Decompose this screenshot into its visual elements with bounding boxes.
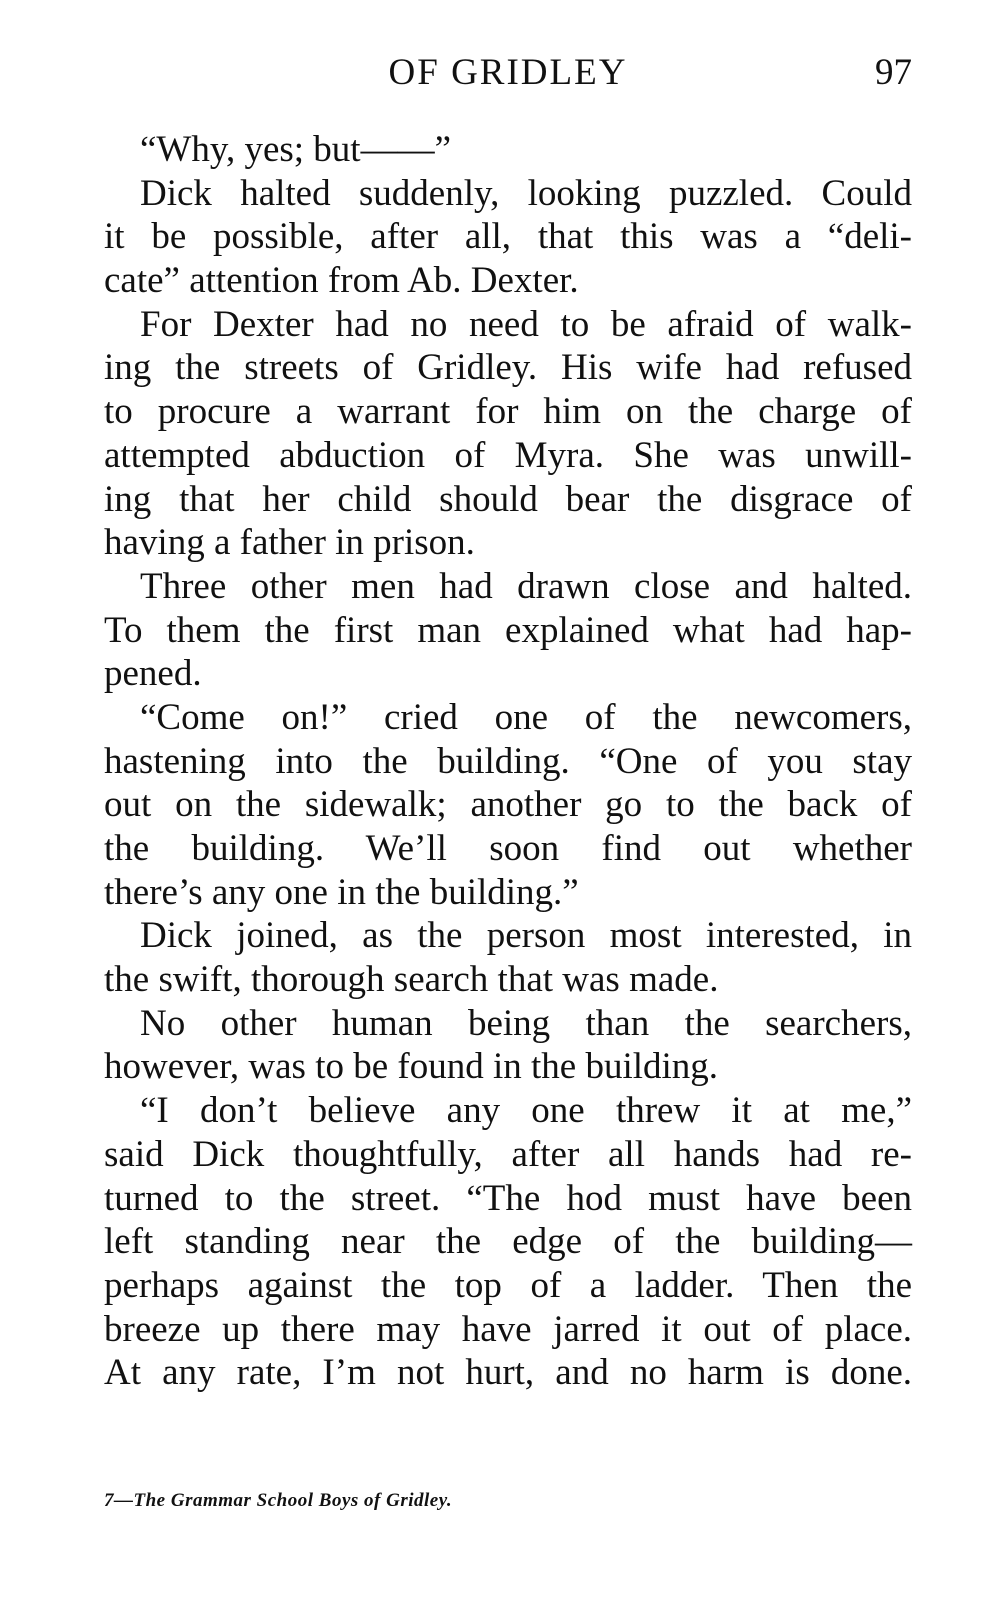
text-line: perhaps against the top of a ladder. Then the bbox=[104, 1264, 912, 1306]
text-line: having a father in prison. bbox=[104, 522, 475, 564]
text-line: hastening into the building. “One of you stay bbox=[104, 740, 912, 782]
text-line: For Dexter had no need to be afraid of walk- bbox=[140, 303, 912, 345]
text-line: there’s any one in the building.” bbox=[104, 871, 579, 913]
page-number: 97 bbox=[875, 52, 912, 93]
text-line: the swift, thorough search that was made. bbox=[104, 959, 719, 1001]
text-line: turned to the street. “The hod must have been bbox=[104, 1177, 912, 1219]
text-line: out on the sidewalk; another go to the back of bbox=[104, 784, 912, 826]
body-text bbox=[104, 128, 912, 1395]
text-line: To them the first man explained what had hap- bbox=[104, 609, 912, 651]
text-line: No other human being than the searchers, bbox=[140, 1002, 912, 1044]
text-line: Dick halted suddenly, looking puzzled. Could bbox=[140, 172, 912, 214]
text-line: it be possible, after all, that this was a “deli- bbox=[104, 216, 912, 258]
text-line: cate” attention from Ab. Dexter. bbox=[104, 260, 579, 302]
text-line: “Come on!” cried one of the newcomers, bbox=[140, 696, 912, 738]
text-line: “I don’t believe any one threw it at me,” bbox=[140, 1090, 912, 1132]
text-line: ing the streets of Gridley. His wife had refused bbox=[104, 347, 912, 389]
signature-mark: 7—The Grammar School Boys of Gridley. bbox=[104, 1490, 453, 1511]
text-line: left standing near the edge of the building— bbox=[104, 1221, 912, 1263]
text-line: attempted abduction of Myra. She was unwill- bbox=[104, 434, 912, 476]
text-line: Three other men had drawn close and halted. bbox=[140, 565, 912, 607]
text-line: said Dick thoughtfully, after all hands had re- bbox=[104, 1133, 912, 1175]
text-line: however, was to be found in the building. bbox=[104, 1046, 719, 1088]
running-head bbox=[104, 48, 912, 98]
text-line: Dick joined, as the person most interested, in bbox=[140, 915, 912, 957]
text-line: breeze up there may have jarred it out of place. bbox=[104, 1308, 912, 1350]
running-title: OF GRIDLEY bbox=[388, 52, 628, 93]
text-line: pened. bbox=[104, 653, 202, 695]
text-line: the building. We’ll soon find out whether bbox=[104, 828, 912, 869]
text-line: At any rate, I’m not hurt, and no harm is done. bbox=[104, 1352, 912, 1394]
text-line: ing that her child should bear the disgrace of bbox=[104, 478, 912, 520]
text-line: “Why, yes; but——” bbox=[140, 129, 451, 170]
text-line: to procure a warrant for him on the charge of bbox=[104, 391, 912, 433]
